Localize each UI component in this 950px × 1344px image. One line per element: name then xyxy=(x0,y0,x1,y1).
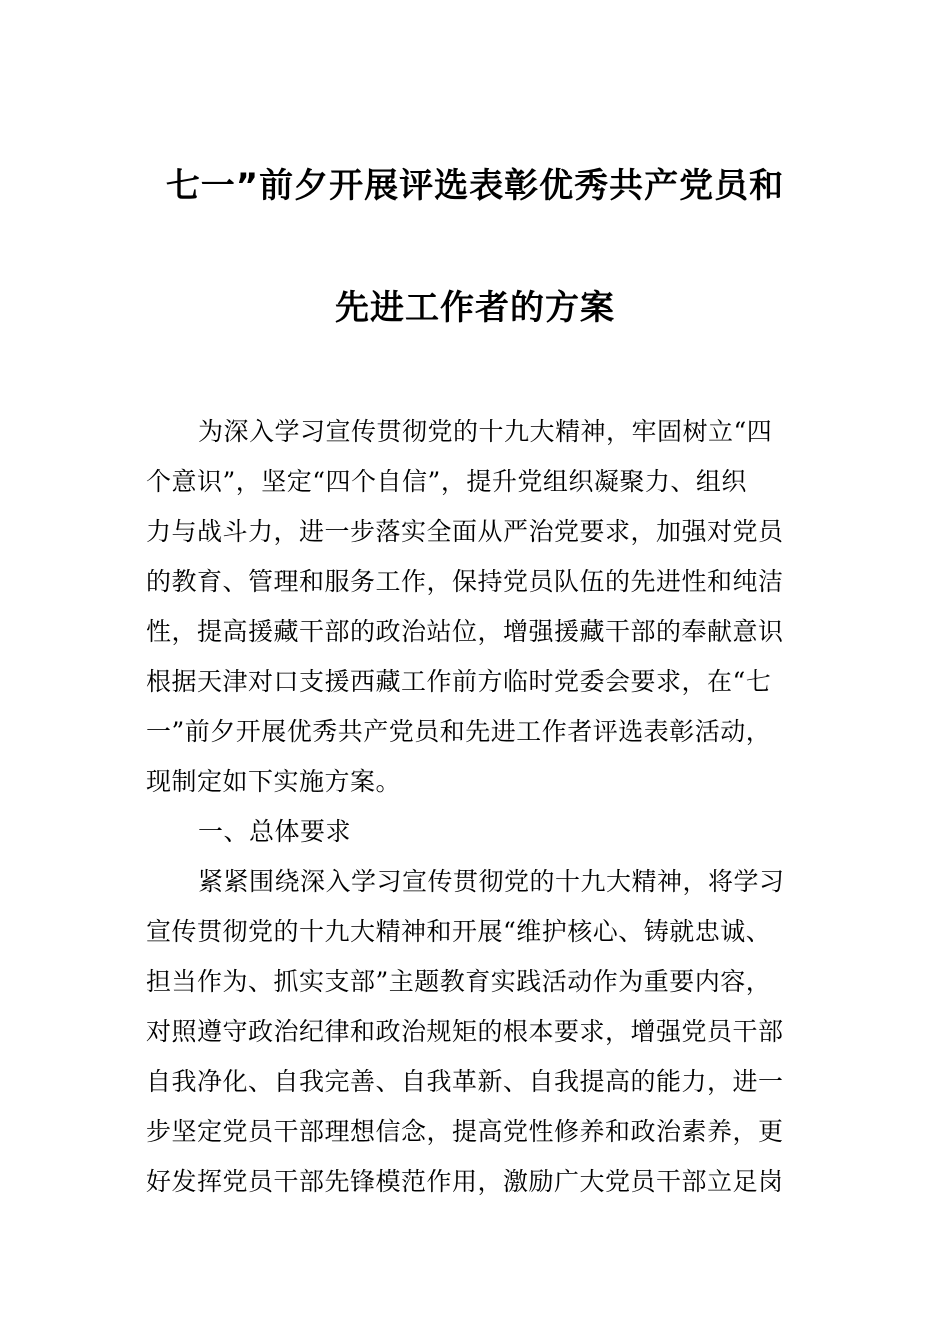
paragraph-line: 的教育、管理和服务工作，保持党员队伍的先进性和纯洁 xyxy=(146,567,784,596)
paragraph-line: 对照遵守政治纪律和政治规矩的根本要求，增强党员干部 xyxy=(146,1017,784,1046)
paragraph-line: 个意识”，坚定“四个自信”，提升党组织凝聚力、组织 xyxy=(146,467,747,496)
paragraph-line: 紧紧围绕深入学习宣传贯彻党的十九大精神，将学习 xyxy=(198,867,785,896)
document-title-line-2: 先进工作者的方案 xyxy=(335,288,615,328)
paragraph-line: 为深入学习宣传贯彻党的十九大精神，牢固树立“四 xyxy=(198,417,773,446)
document-title-line-1: 七一”前夕开展评选表彰优秀共产党员和 xyxy=(165,166,785,206)
paragraph-line: 根据天津对口支援西藏工作前方临时党委会要求，在“七 xyxy=(146,667,772,696)
paragraph-line: 一”前夕开展优秀共产党员和先进工作者评选表彰活动， xyxy=(146,717,772,746)
paragraph-line: 步坚定党员干部理想信念，提高党性修养和政治素养，更 xyxy=(146,1117,784,1146)
paragraph-line: 性，提高援藏干部的政治站位，增强援藏干部的奉献意识 xyxy=(146,617,784,646)
paragraph-line: 力与战斗力，进一步落实全面从严治党要求，加强对党员 xyxy=(146,517,784,546)
section-heading: 一、总体要求 xyxy=(198,817,352,846)
paragraph-line: 担当作为、抓实支部”主题教育实践活动作为重要内容， xyxy=(146,967,772,996)
paragraph-line: 现制定如下实施方案。 xyxy=(146,767,402,796)
paragraph-line: 自我净化、自我完善、自我革新、自我提高的能力，进一 xyxy=(146,1067,784,1096)
document-body xyxy=(146,412,806,1212)
paragraph-line: 宣传贯彻党的十九大精神和开展“维护核心、铸就忠诚、 xyxy=(146,917,772,946)
paragraph-line: 好发挥党员干部先锋模范作用，激励广大党员干部立足岗 xyxy=(146,1167,784,1196)
